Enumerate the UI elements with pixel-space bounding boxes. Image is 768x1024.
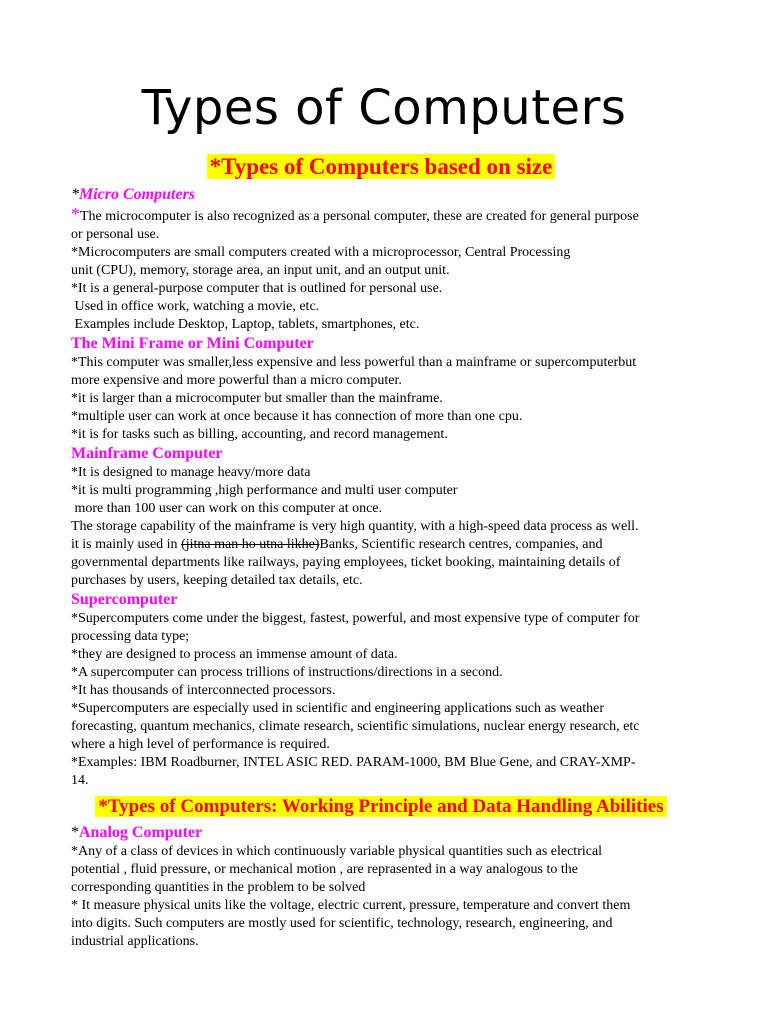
analog-line-0: *Any of a class of devices in which continuously variable physical quantities such as electrical [71,844,603,859]
super-line-0: *Supercomputers come under the biggest, fastest, powerful, and most expensive type of computer for [71,611,640,626]
super-line-1: processing data type; [71,629,190,644]
mini-line-2: *it is larger than a microcomputer but smaller than the mainframe. [71,391,443,406]
analog-line-4: into digits. Such computers are mostly used for scientific, technology, research, engineering, and [71,916,613,931]
super-line-9: 14. [71,773,89,788]
analog-line-5: industrial applications. [71,934,199,949]
analog-line-3: * It measure physical units like the voltage, electric current, pressure, temperature and convert them [71,898,631,913]
micro-line-1: or personal use. [71,227,160,242]
mainframe-after-line-0: governmental departments like railways, paying employees, ticket booking, maintaining details of [71,555,621,570]
mini-line-4: *it is for tasks such as billing, accounting, and record management. [71,427,448,442]
document-body [71,152,691,951]
subheading-mini-computer: The Mini Frame or Mini Computer [71,335,314,352]
magenta-star: * [71,204,80,224]
super-line-2: *they are designed to process an immense amount of data. [71,647,398,662]
micro-line-3: unit (CPU), memory, storage area, an input unit, and an output unit. [71,263,450,278]
mainframe-struck-text: (jitna man ho utna likhe) [181,537,320,552]
subheading-mainframe-computer: Mainframe Computer [71,445,223,462]
mainframe-after-line-1: purchases by users, keeping detailed tax details, etc. [71,573,363,588]
super-line-6: forecasting, quantum mechanics, climate research, scientific simulations, nuclear energy research, etc [71,719,640,734]
analog-line-1: potential , fluid pressure, or mechanical motion , are reprasented in a way analogous to the [71,862,578,877]
mainframe-line-0: *It is designed to manage heavy/more data [71,465,311,480]
subheading-micro-computers [71,185,691,205]
mainframe-used-prefix: it is mainly used in [71,537,182,552]
mainframe-used-rest: Banks, Scientific research centres, companies, and [319,537,603,552]
mini-line-3: *multiple user can work at once because it has connection of more than one cpu. [71,409,523,424]
section-heading-size [71,152,691,185]
subheading-micro-text: Micro Computers [79,186,196,203]
mainframe-line-2: more than 100 user can work on this computer at once. [71,501,383,516]
super-line-7: where a high level of performance is required. [71,737,330,752]
bullet-star: * [71,186,79,203]
super-line-3: *A supercomputer can process trillions of instructions/directions in a second. [71,665,503,680]
mainframe-line-3: The storage capability of the mainframe is very high quantity, with a high-speed data process as well. [71,519,639,534]
subheading-supercomputer: Supercomputer [71,591,178,608]
super-line-5: *Supercomputers are especially used in scientific and engineering applications such as weather [71,701,604,716]
micro-line-0-text: The microcomputer is also recognized as a personal computer, these are created for general purpose [80,209,639,224]
subheading-analog-text: Analog Computer [79,824,203,841]
micro-line-4: *It is a general-purpose computer that is outlined for personal use. [71,281,443,296]
section-heading-working-principle-text: *Types of Computers: Working Principle and Data Handling Abilities [95,796,666,817]
subheading-analog-computer [71,823,691,843]
micro-line-2: *Microcomputers are small computers created with a microprocessor, Central Processing [71,245,571,260]
micro-line-6: Examples include Desktop, Laptop, tablets, smartphones, etc. [71,317,420,332]
section-heading-working-principle [71,792,691,823]
super-line-4: *It has thousands of interconnected processors. [71,683,336,698]
mini-line-1: more expensive and more powerful than a micro computer. [71,373,402,388]
micro-line-5: Used in office work, watching a movie, etc. [71,299,320,314]
mainframe-line-1: *it is multi programming ,high performance and multi user computer [71,483,458,498]
super-line-8: *Examples: IBM Roadburner, INTEL ASIC RED. PARAM-1000, BM Blue Gene, and CRAY-XMP- [71,755,636,770]
bullet-star: * [71,824,79,841]
mini-line-0: *This computer was smaller,less expensive and less powerful than a mainframe or supercomputerbut [71,355,637,370]
mainframe-used-line [71,536,691,554]
section-heading-size-text: *Types of Computers based on size [207,154,556,179]
page-title: Types of Computers [141,80,627,136]
analog-line-2: corresponding quantities in the problem to be solved [71,880,366,895]
micro-line-0 [71,205,691,226]
